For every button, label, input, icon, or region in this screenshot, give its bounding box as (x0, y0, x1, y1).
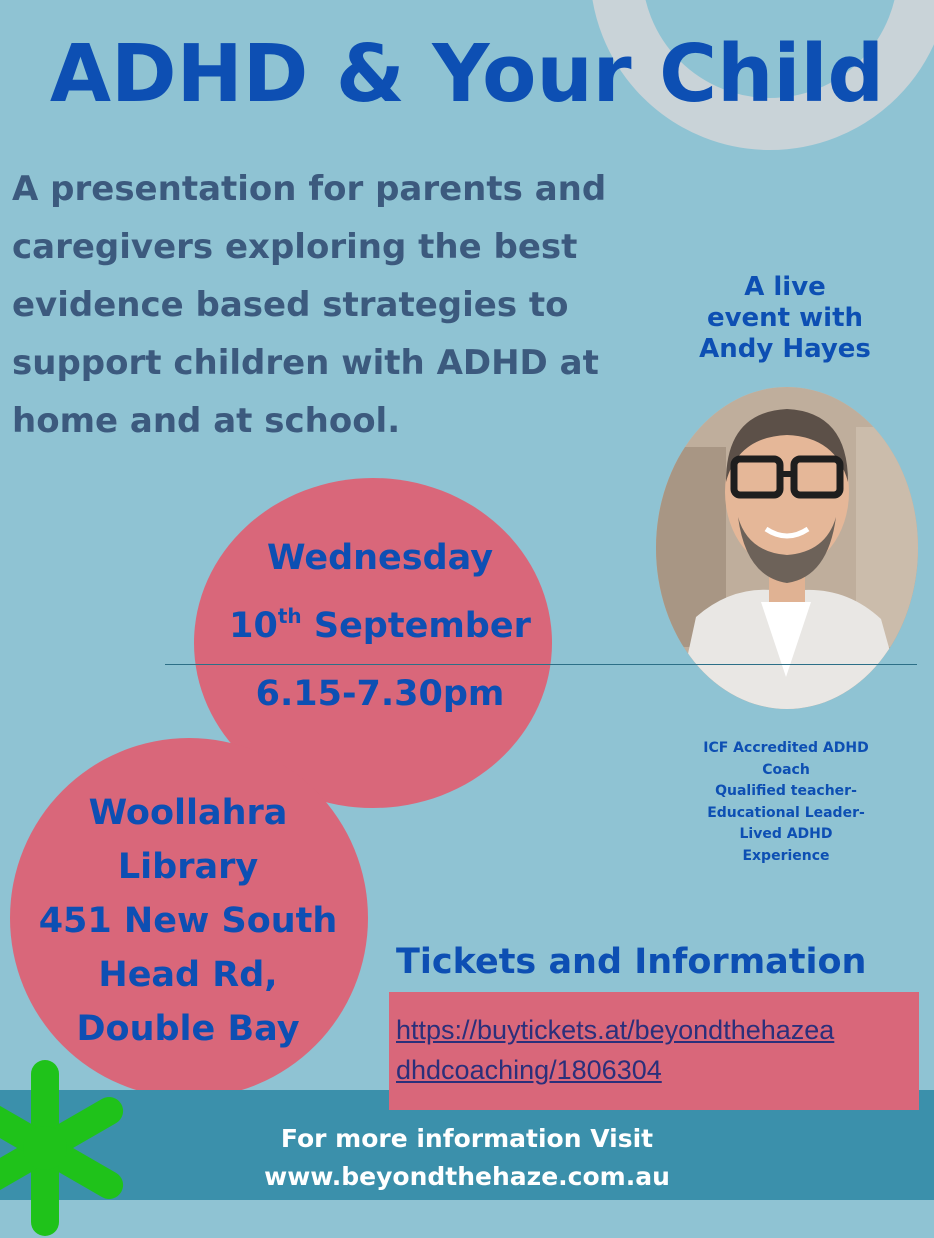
green-asterisk-icon (0, 1058, 135, 1238)
event-description (12, 160, 652, 450)
venue-line: Head Rd, (98, 955, 278, 995)
credential-line: Qualified teacher- (715, 783, 857, 799)
presenter-portrait-illustration (656, 387, 918, 709)
event-date (200, 524, 560, 728)
description-line: A presentation for parents and (12, 169, 607, 209)
description-line: evidence based strategies to (12, 285, 569, 325)
description-line: home and at school. (12, 401, 401, 441)
ticket-link[interactable] (396, 1010, 916, 1090)
tickets-heading: Tickets and Information (396, 942, 867, 982)
footer-website[interactable]: www.beyondthehaze.com.au (264, 1162, 670, 1191)
event-time: 6.15-7.30pm (255, 674, 505, 714)
event-venue (18, 786, 358, 1056)
presenter-photo (656, 387, 918, 709)
description-line: caregivers exploring the best (12, 227, 578, 267)
venue-line: 451 New South (38, 901, 338, 941)
footer-info (0, 1120, 934, 1196)
event-weekday: Wednesday (266, 538, 494, 578)
venue-line: Woollahra (88, 793, 288, 833)
footer-line: For more information Visit (280, 1124, 654, 1153)
venue-line: Double Bay (76, 1009, 300, 1049)
presenter-line: Andy Hayes (699, 334, 871, 364)
venue-line: Library (117, 847, 259, 887)
presenter-credentials (668, 738, 904, 867)
ticket-link-line[interactable]: dhdcoaching/1806304 (396, 1055, 662, 1085)
credential-line: Lived ADHD (739, 826, 833, 842)
event-day-number: 10 (229, 606, 278, 646)
presenter-heading (660, 272, 910, 365)
credential-line: Coach (762, 761, 810, 778)
poster-title: ADHD & Your Child (49, 28, 885, 120)
credential-line: Experience (742, 847, 830, 864)
ticket-link-line[interactable]: https://buytickets.at/beyondthehazea (396, 1015, 835, 1045)
presenter-line: event with (706, 303, 864, 333)
event-day-suffix: th (277, 604, 302, 628)
presenter-line: A live (744, 272, 826, 302)
event-month: September (313, 606, 531, 646)
event-day-month (200, 592, 560, 660)
description-line: support children with ADHD at (12, 343, 599, 383)
credential-line: ICF Accredited ADHD (703, 740, 869, 756)
credential-line: Educational Leader- (707, 804, 865, 821)
